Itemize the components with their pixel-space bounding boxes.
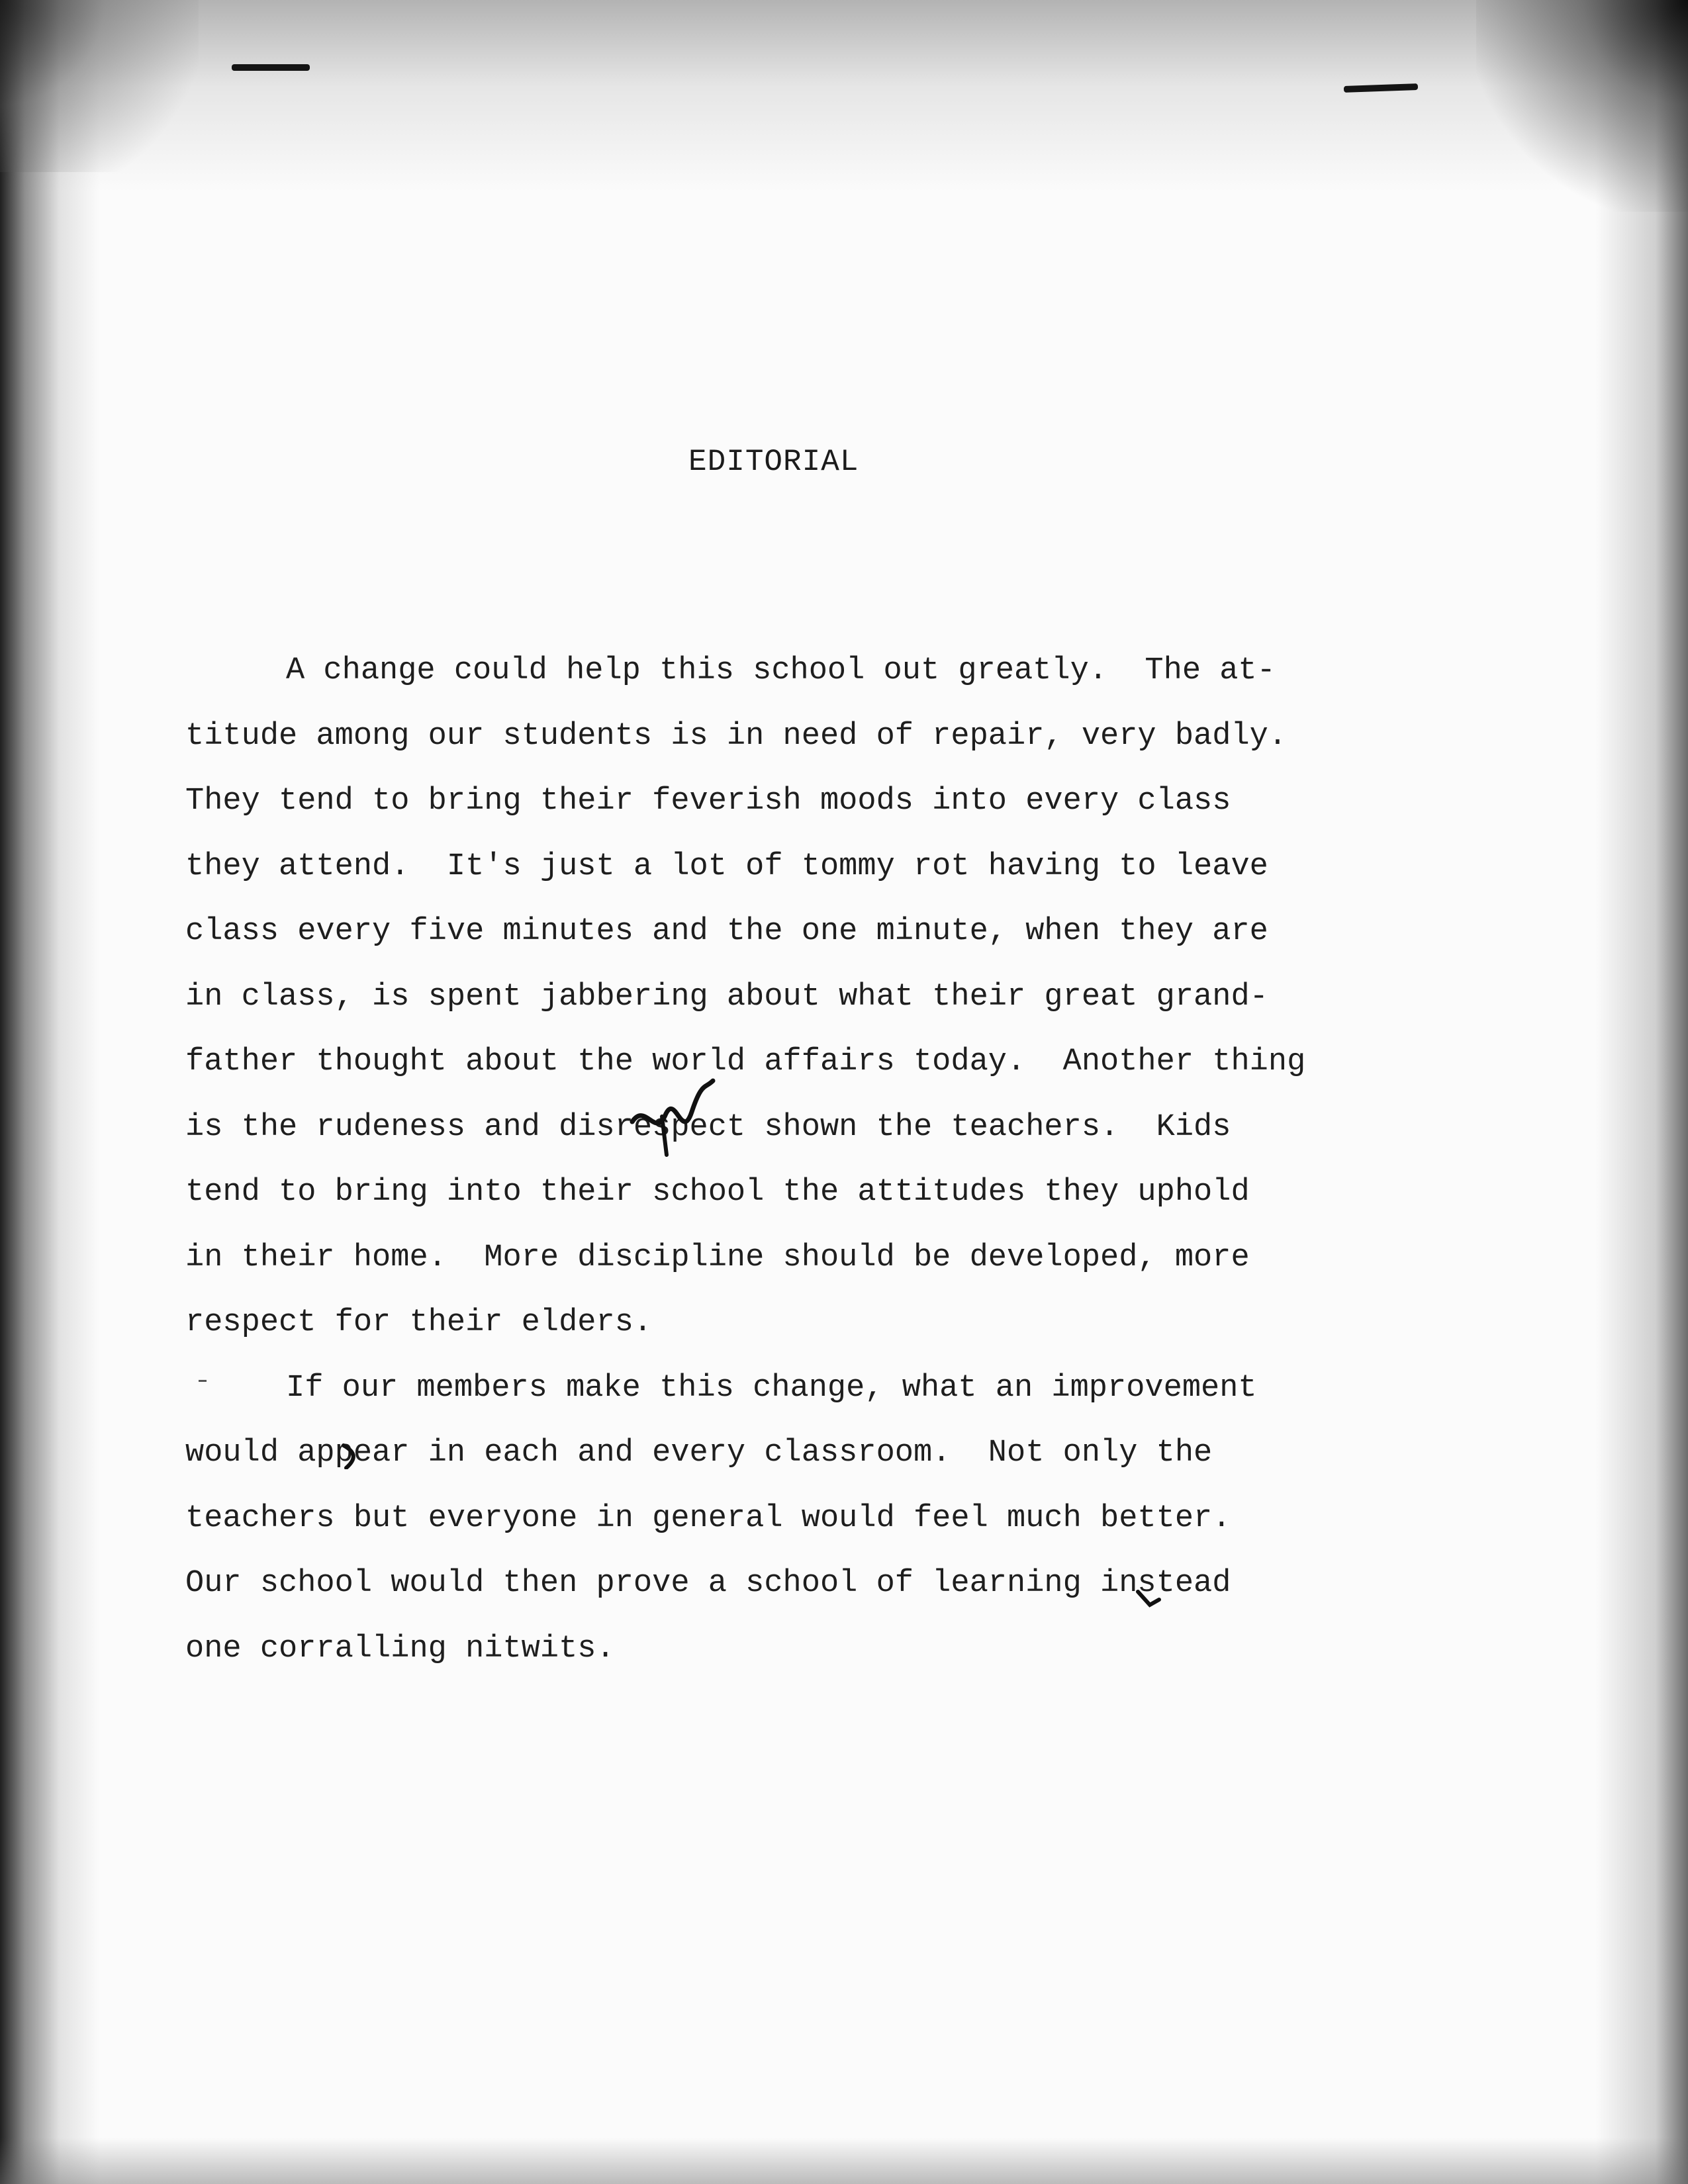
text-line: father thought about the world affairs today. Another thing — [185, 1044, 1306, 1079]
document-title: EDITORIAL — [688, 445, 859, 479]
staple-left — [232, 64, 310, 71]
text-line: They tend to bring their feverish moods into every class — [185, 784, 1231, 819]
text-line: titude among our students is in need of repair, very badly. — [185, 718, 1288, 754]
scan-shadow-left — [0, 0, 99, 2184]
text-line: in their home. More discipline should be developed, more — [185, 1240, 1250, 1275]
text-line: respect for their elders. — [185, 1305, 653, 1340]
text-line: teachers but everyone in general would feel much better. — [185, 1500, 1231, 1536]
scan-shadow-right — [1595, 0, 1688, 2184]
text-line: A change could help this school out greatly. The at- — [286, 653, 1276, 688]
text-line: in class, is spent jabbering about what their great grand- — [185, 979, 1268, 1015]
text-line: Our school would then prove a school of learning instead — [185, 1566, 1231, 1601]
scan-shadow-corner-top-left — [0, 0, 199, 172]
editorial-body — [185, 639, 1456, 1682]
staple-right — [1344, 83, 1418, 93]
scan-shadow-bottom — [0, 2138, 1688, 2184]
text-line: would appear in each and every classroom. Not only the — [185, 1435, 1213, 1471]
text-line: they attend. It's just a lot of tommy rot having to leave — [185, 848, 1268, 884]
scan-shadow-corner-top-right — [1476, 0, 1688, 212]
text-line: is the rudeness and disrespect shown the teachers. Kids — [185, 1109, 1231, 1145]
text-line: one corralling nitwits. — [185, 1631, 615, 1666]
scan-shadow-top — [0, 0, 1688, 192]
text-line: If our members make this change, what an improvement — [286, 1370, 1257, 1406]
text-line: tend to bring into their school the attitudes they uphold — [185, 1175, 1250, 1210]
text-line: class every five minutes and the one minute, when they are — [185, 914, 1268, 949]
